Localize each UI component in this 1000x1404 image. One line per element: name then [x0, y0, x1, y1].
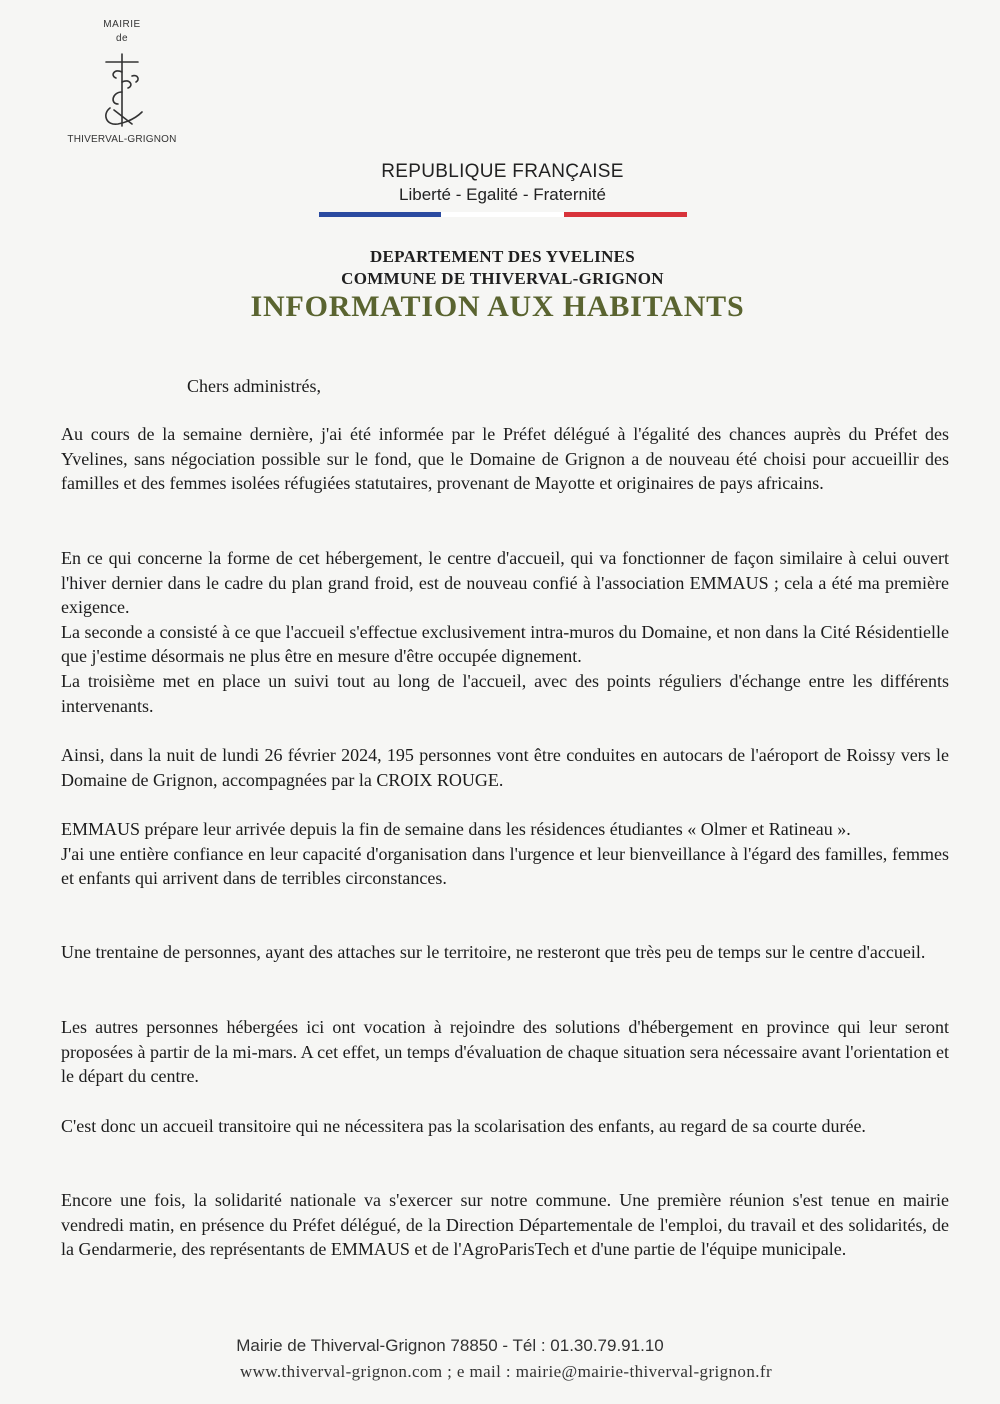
logo-bottom-text: THIVERVAL-GRIGNON [67, 134, 177, 145]
paragraph-text: Ainsi, dans la nuit de lundi 26 février 2024, 195 personnes vont être conduites en autocars de l'aéroport de Roissy vers le Domaine de Grignon, accompagnées par la CROIX ROUGE. [61, 745, 949, 790]
paragraph-text: C'est donc un accueil transitoire qui ne nécessitera pas la scolarisation des enfants, au regard de sa courte durée. [61, 1116, 866, 1136]
paragraph [61, 1114, 949, 1139]
paragraph-text: En ce qui concerne la forme de cet hébergement, le centre d'accueil, qui va fonctionner de façon similaire à celui ouvert l'hiver dernier dans le cadre du plan grand froid, est de nouveau confié à l'association EMMAUS ; cela a été ma première exigence. [61, 548, 949, 618]
tricolor-red [564, 212, 687, 217]
footer-address: Mairie de Thiverval-Grignon 78850 - Tél : 01.30.79.91.10 [236, 1336, 664, 1355]
paragraph [61, 817, 949, 891]
paragraph [61, 940, 949, 965]
republic-header [300, 160, 705, 217]
paragraph [61, 422, 949, 496]
republic-motto: Liberté - Egalité - Fraternité [399, 185, 606, 204]
paragraph [61, 1015, 949, 1089]
tricolor-white [441, 212, 564, 217]
tricolor-blue [319, 212, 442, 217]
department-header [0, 246, 1000, 290]
paragraph-text: Les autres personnes hébergées ici ont vocation à rejoindre des solutions d'hébergement en province qui leur seront proposées à partir de la mi-mars. A cet effet, un temps d'évaluation de chaque situation sera nécessaire avant l'orientation et le départ du centre. [61, 1017, 949, 1087]
commune-line: COMMUNE DE THIVERVAL-GRIGNON [341, 269, 664, 288]
page-title: INFORMATION AUX HABITANTS [250, 290, 745, 323]
paragraph [61, 546, 949, 718]
mairie-logo [52, 18, 192, 145]
paragraph-text: Au cours de la semaine dernière, j'ai été informée par le Préfet délégué à l'égalité des chances auprès du Préfet des Yvelines, sans négociation possible sur le fond, que le Domaine de Grignon a de nouveau été choisi pour accueillir des familles et des femmes isolées réfugiées statutaires, provenant de Mayotte et originaires de pays africains. [61, 424, 949, 494]
wheat-emblem-icon [92, 48, 152, 132]
paragraph-text: Encore une fois, la solidarité nationale va s'exercer sur notre commune. Une première réunion s'est tenue en mairie vendredi matin, en présence du Préfet délégué, de la Direction Départementale de l'emploi, du travail et des solidarités, de la Gendarmerie, des représentants de EMMAUS et de l'AgroParisTech et d'une partie de l'équipe municipale. [61, 1190, 949, 1260]
tricolor-band [319, 212, 687, 217]
paragraph-text: Une trentaine de personnes, ayant des attaches sur le territoire, ne resteront que très peu de temps sur le centre d'accueil. [61, 942, 926, 962]
paragraph-text: La troisième met en place un suivi tout au long de l'accueil, avec des points réguliers d'échange entre les différents intervenants. [61, 670, 949, 716]
republic-title: REPUBLIQUE FRANÇAISE [381, 161, 624, 182]
footer-web-email: www.thiverval-grignon.com ; e mail : mairie@mairie-thiverval-grignon.fr [239, 1362, 773, 1381]
paragraph-text: J'ai une entière confiance en leur capacité d'organisation dans l'urgence et leur bienveillance à l'égard des familles, femmes et enfants qui arrivent dans de terribles circonstances. [61, 843, 949, 889]
paragraph-text: EMMAUS prépare leur arrivée depuis la fin de semaine dans les résidences étudiantes « Olmer et Ratineau ». [61, 819, 851, 839]
paragraph [61, 743, 949, 792]
logo-mid-text: de [115, 33, 129, 44]
department-line: DEPARTEMENT DES YVELINES [369, 247, 636, 266]
paragraph-text: La seconde a consisté à ce que l'accueil s'effectue exclusivement intra-muros du Domaine, et non dans la Cité Résidentielle que j'estime désormais ne plus être en mesure d'être occupée dignement. [61, 621, 949, 667]
salutation: Chers administrés, [187, 376, 321, 396]
logo-top-text: MAIRIE [103, 19, 141, 30]
paragraph [61, 1188, 949, 1262]
